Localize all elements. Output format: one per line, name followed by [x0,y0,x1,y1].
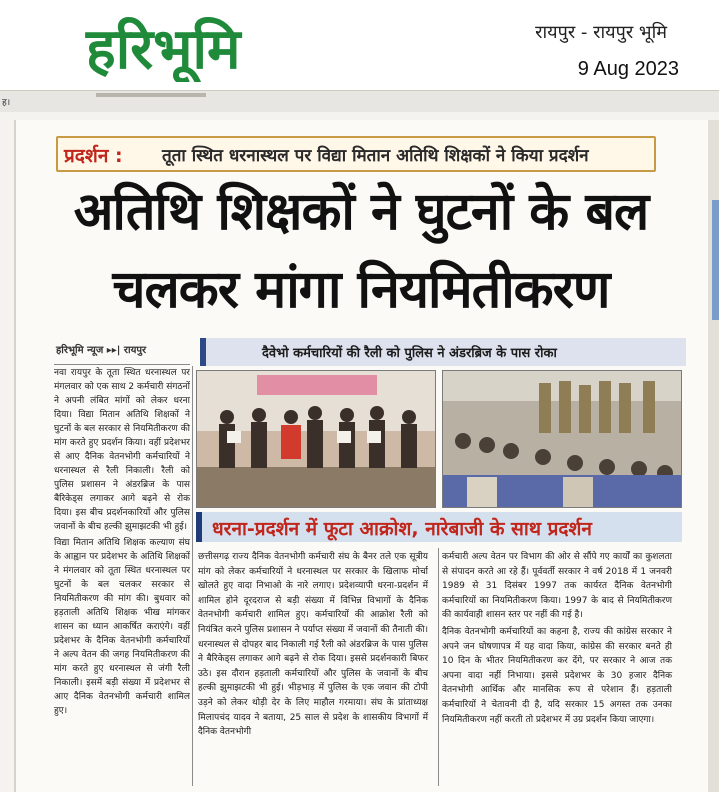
paragraph: दैनिक वेतनभोगी कर्मचारियों का कहना है, राज्य की कांग्रेस सरकार ने अपने जन घोषणापत्र में यह वादा किया, कांग्रेस की सरकार बनते ही 10 दिन के भीतर नियमितीकरण कर देंगे, पर सरकार ने आज तक अपना वादा नहीं निभाया। इससे प्रदेशभर के 30 हजार दैनिक वेतनभोगी आर्थिक और मानसिक रूप से परेशान हैं। हड़ताली कर्मचारियों ने चेतावनी दी है, यदि सरकार 15 अगस्त तक उनका नियमितीकरण नहीं करती तो प्रदेशभर में उग्र प्रदर्शन किया जाएगा। [442,626,672,725]
strip-edition: ह। [2,98,11,108]
page-strip [0,90,719,112]
subhead-text: दैवेभो कर्मचारियों की रैली को पुलिस ने अंडरब्रिज के पास रोका [262,346,557,361]
left-column [54,366,190,720]
masthead [0,0,719,92]
byline: हरिभूमि न्यूज ▸▸| रायपुर [56,345,147,356]
headline-line-1: अतिथि शिक्षकों ने घुटनों के बल [73,182,649,242]
edition-label: रायपुर - रायपुर भूमि [535,22,667,43]
kicker-text: तूता स्थित धरनास्थल पर विद्या मितान अतिथि शिक्षकों ने किया प्रदर्शन [162,146,589,166]
headline-line-2: चलकर मांगा नियमितीकरण [112,260,610,320]
logo-text: हरिभूमि [86,17,241,82]
paragraph: कर्मचारी अल्प वेतन पर विभाग की ओर से सौंपे गए कार्यों का कुशलता से संपादन करते आ रहे हैं। पूर्ववर्ती सरकार ने वर्ष 2018 में 1 जनवरी 1989 से 31 दिसंबर 1997 तक कार्यरत दैनिक वेतनभोगी कर्मचारियों का नियमितीकरण किया। 1997 के बाद से नियमितीकरण की कार्यवाही शासन स्तर पर नहीं की गई है। [442,552,672,621]
photo-caption: धरना-प्रदर्शन में फूटा आक्रोश, नारेबाजी के साथ प्रदर्शन [212,518,592,540]
protest-photo-rally [442,370,682,508]
column-rule [54,364,190,365]
strip-faint-text [96,93,206,97]
photo-caption-bar [196,512,682,542]
kicker-tag: प्रदर्शन : [64,145,123,167]
article-column-3 [442,550,672,729]
paragraph: नवा रायपुर के तूता स्थित धरनास्थल पर मंगलवार को एक साथ 2 कर्मचारी संगठनों ने अपनी लंबित मांगों को लेकर धरना दिया। विद्या मितान अतिथि शिक्षकों ने घुटनों के बल सरकार से नियमितीकरण की मांग करते हुए प्रदर्शन किया। वहीं प्रदेशभर से आए दैनिक वेतनभोगी कर्मचारियों ने धरनास्थल से रैली निकाली। रैली को पुलिस प्रशासन ने अंडरब्रिज के पास बैरिकेड्स लगाकर आगे बढ़ने से रोक दिया। इस बीच प्रदर्शनकारियों और पुलिस जवानों के बीच हल्की झुमाझटकी भी हुई। [54,368,190,532]
newspaper-logo [84,16,346,82]
paragraph: छत्तीसगढ़ राज्य दैनिक वेतनभोगी कर्मचारी संघ के बैनर तले एक सूत्रीय मांग को लेकर कर्मचारियों ने धरनास्थल पर सरकार के खिलाफ मोर्चा खोलते हुए वादा निभाओ के नारे लगाए। प्रदेशव्यापी धरना-प्रदर्शन में शामिल होने दूरदराज से बड़ी संख्या में विभिन्न विभागों के दैनिक वेतनभोगी कर्मचारी शामिल हुए। कर्मचारियों की आक्रोश रैली को नियंत्रित करने पुलिस प्रशासन ने पर्याप्त संख्या में जवानों की तैनाती की। धरनास्थल से दोपहर बाद निकाली गई रैली को अंडरब्रिज के पास पुलिस ने बैरिकेड्स लगाकर आगे बढ़ने से रोक दिया। इससे प्रदर्शनकारी बिफर उठे। इस दौरान हड़ताली कर्मचारियों और पुलिस के जवानों के बीच हल्की झुमाझटकी भी हुई। भीड़भाड़ में पुलिस के एक जवान की टोपी उड़ने को लेकर थोड़ी देर के लिए माहौल गरमाया। संघ के प्रांताध्यक्ष मिलापचंद यादव ने बताया, 25 साल से प्रदेश के शासकीय विभागों में दैनिक वेतनभोगी [198,552,428,738]
column-divider [438,548,439,786]
paragraph: विद्या मितान अतिथि शिक्षक कल्याण संघ के आह्वान पर प्रदेशभर के अतिथि शिक्षकों ने मंगलवार को तूता स्थित धरनास्थल पर घुटनों के बल चलकर सरकार से नियमितीकरण की मांग की। बुधवार को हड़ताली अतिथि शिक्षक भीख मांगकर शासन का ध्यान आकर्षित कराएंगे। वहीं प्रदेशभर के दैनिक वेतनभोगी कर्मचारियों ने अल्प वेतन की जगह नियमितीकरण की मांग करते हुए धरनास्थल से जंगी रैली निकाली। इसमें बड़ी संख्या में प्रदेशभर से आए दैनिक वेतनभोगी कर्मचारी शामिल हुए। [54,538,190,716]
publication-date: 9 Aug 2023 [577,58,679,80]
subhead-bar [200,338,686,366]
protest-photo-teachers [196,370,436,508]
kicker-box [56,136,656,172]
article-column-2 [198,550,428,742]
photo-illustration [197,371,436,508]
column-divider [192,366,193,786]
adjacent-page-edge [708,120,719,792]
adjacent-page-photo [712,200,719,320]
photo-illustration [443,371,682,508]
